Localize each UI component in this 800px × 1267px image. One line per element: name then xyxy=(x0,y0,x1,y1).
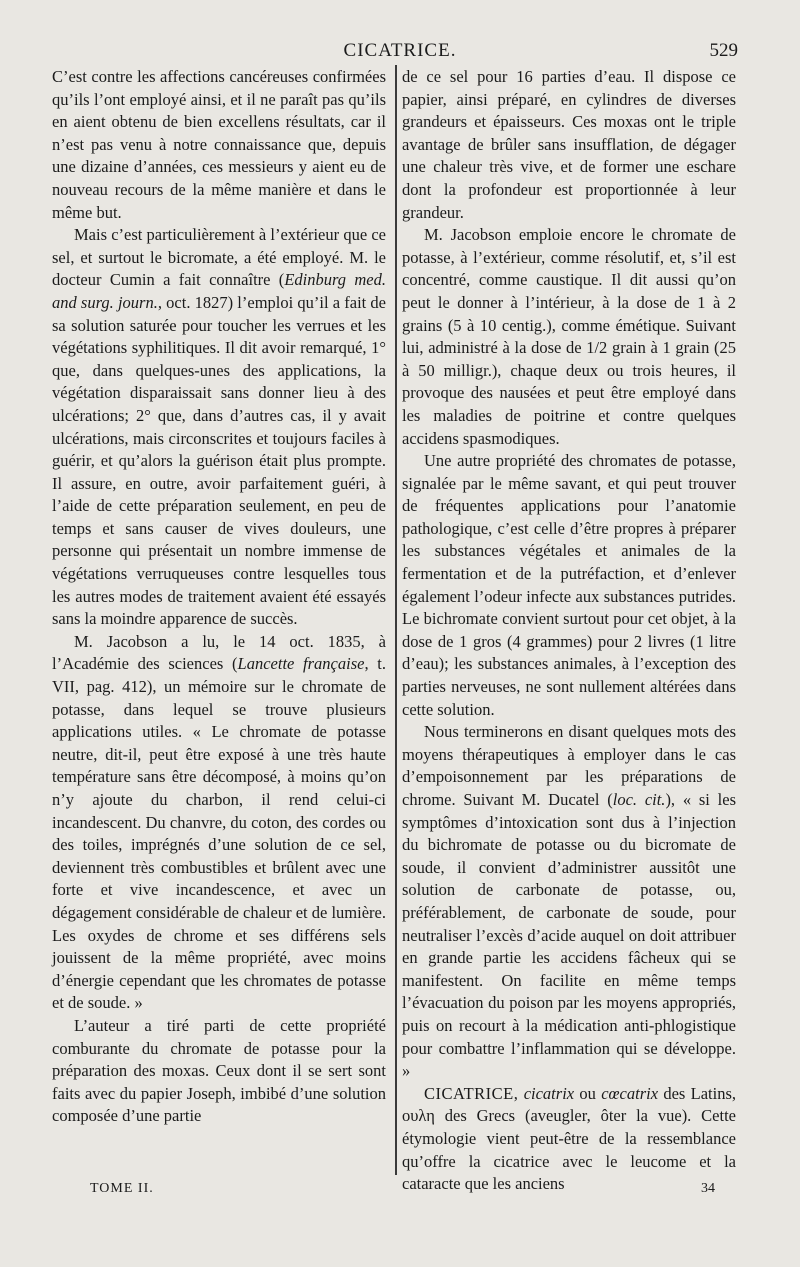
text-run: M. Jacobson a lu, le 14 oct. 1835, à l’Académie des sciences ( xyxy=(52,631,386,674)
page-number: 529 xyxy=(709,40,738,61)
paragraph xyxy=(52,631,386,1015)
latin-term: cicatrix xyxy=(523,1083,575,1103)
left-column xyxy=(52,66,386,1128)
text-run: ou xyxy=(574,1083,602,1103)
running-title: CICATRICE. xyxy=(343,40,457,61)
latin-term: cœcatrix xyxy=(601,1083,659,1103)
paragraph: M. Jacobson emploie encore le chromate de potasse, à l’extérieur, comme résolutif, et, s’il est concentré, comme caustique. Il dit aussi qu’on peut le donner à l’intérieur, à la dose de 1 à 2 grains (5 à 10 centig.), comme émétique. Suivant lui, administré à la dose de 1/2 grain à 1 grain (25 à 50 milligr.), chaque deux ou trois heures, il provoque des nausées et peut être employé dans les maladies de poitrine et contre quelques accidens spasmodiques. xyxy=(402,225,736,448)
citation-italic: Edinburg med. and surg. journ. xyxy=(52,270,386,312)
paragraph xyxy=(52,224,386,631)
text-run: , t. VII, pag. 412), un mémoire sur le chromate de potasse, dans lequel se trouve plusieurs applications utiles. « Le chromate de potasse neutre, dit-il, peut être exposé à une très haute température sans être décomposé, à moins qu’on n’y ajoute du charbon, il rend celui-ci incandescent. Du chanvre, du coton, des cordes ou des toiles, imprégnés d’une solution de ce sel, deviennent très combustibles et brûlent avec une forte et vive incandescence, et avec un dégagement considérable de chaleur et de lumière. Les oxydes de chrome et ses différens sels jouissent de la même propriété, avec moins d’énergie cependant que les chromates de potasse et de soude. » xyxy=(52,654,387,1013)
text-run: Nous terminerons en disant quelques mots des moyens thérapeutiques à employer dans le cas d’empoisonnement par les préparations de chrome. Suivant M. Ducatel ( xyxy=(402,722,736,809)
text-run: des Latins, ουλη des Grecs (aveugler, ôter la vue). Cette étymologie vient peut-être de la ressemblance qu’offre la cicatrice avec le leucome et la cataracte que les anciens xyxy=(402,1083,737,1194)
entry-paragraph xyxy=(402,1083,736,1196)
signature-mark: 34 xyxy=(701,1181,715,1196)
paragraph: L’auteur a tiré parti de cette propriété comburante du chromate de potasse pour la préparation des moxas. Ceux dont il se sert sont faits avec du papier Joseph, imbibé d’une solution composée d’une partie xyxy=(52,1015,386,1126)
paragraph xyxy=(402,721,736,1083)
paragraph: Une autre propriété des chromates de potasse, signalée par le même savant, et qui peut trouver de fréquentes applications pour l’anatomie pathologique, c’est celle d’être propres à préparer les substances végétales et animales de la fermentation et de la putréfaction, et d’enlever également l’odeur infecte aux substances putrides. Le bichromate convient surtout pour cet objet, à la dose de 1 gros (4 grammes) pour 2 livres (1 litre d’eau); les substances animales, à l’exception des parties nerveuses, ne sont nullement altérées dans cette solution. xyxy=(402,451,736,719)
column-divider xyxy=(395,65,397,1175)
volume-label: TOME II. xyxy=(90,1181,154,1196)
text-run: , oct. 1827) l’emploi qu’il a fait de sa solution saturée pour toucher les verrues et les végétations syphilitiques. Il dit avoir remarqué, 1° que, dans quelques-unes des applications, la végétation disparaissait sans donner lieu à des ulcérations; 2° que, dans d’autres cas, il y avait ulcérations, mais circonscrites et toujours faciles à guérir, et qu’alors la guérison était plus prompte. Il assure, en outre, avoir parfaitement guéri, à l’aide de cette préparation seulement, en peu de temps et sans causer de vives douleurs, une personne qui présentait un nombre immense de végétations verruqueuses contre lesquelles tous les autres modes de traitement avaient été essayés sans la moindre apparence de succès. xyxy=(52,292,386,629)
paragraph: C’est contre les affections cancéreuses confirmées qu’ils l’ont employé ainsi, et il ne paraît pas qu’ils en aient obtenu de bien excellens résultats, car il n’est pas venu à notre connaissance que, depuis une dizaine d’années, ces messieurs y aient eu de nouveau recours de la même manière et dans le même but. xyxy=(52,67,386,222)
text-run: Mais c’est particulièrement à l’extérieur que ce sel, et surtout le bicromate, a été employé. M. le docteur Cumin a fait connaître ( xyxy=(52,225,386,290)
citation-italic: loc. cit. xyxy=(612,790,666,809)
citation-italic: Lancette française xyxy=(237,654,365,674)
entry-heading: CICATRICE, xyxy=(424,1083,519,1103)
text-run: ), « si les symptômes d’intoxication sont dus à l’injection du bichromate de potasse ou du bicromate de soude, il convient d’administrer aussitôt une solution de carbonate de potasse, ou, préférablement, de carbonate de soude, pour neutraliser l’excès d’acide auquel on doit attribuer en grande partie les accidens fâcheux qui se manifestent. On facilite en même temps l’évacuation du poison par les moyens appropriés, puis on recourt à la médication anti-phlogistique pour combattre l’inflammation qui se développe. » xyxy=(402,790,736,1081)
paragraph: de ce sel pour 16 parties d’eau. Il dispose ce papier, ainsi préparé, en cylindres de diverses grandeurs et épaisseurs. Ces moxas ont le triple avantage de brûler sans insufflation, de dégager une chaleur très vive, et de former une eschare dont la profondeur est proportionnée à leur grandeur. xyxy=(402,67,736,222)
right-column xyxy=(402,66,736,1196)
